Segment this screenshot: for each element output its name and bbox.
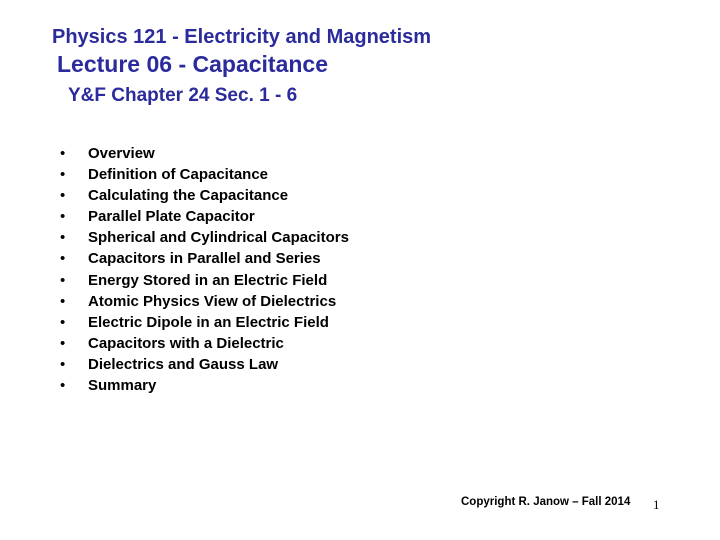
bullet-icon: • bbox=[60, 208, 66, 226]
bullet-icon: • bbox=[60, 145, 66, 162]
list-item-text: Calculating the Capacitance bbox=[88, 187, 289, 205]
list-item bbox=[60, 208, 349, 229]
bullet-icon: • bbox=[60, 355, 66, 373]
list-item bbox=[60, 166, 349, 187]
bullet-icon: • bbox=[60, 377, 66, 395]
list-item bbox=[60, 272, 349, 293]
list-item-text: Overview bbox=[88, 145, 155, 162]
list-item-text: Definition of Capacitance bbox=[88, 166, 269, 184]
list-item-text: Spherical and Cylindrical Capacitors bbox=[88, 229, 349, 247]
list-item bbox=[60, 335, 349, 356]
bullet-icon: • bbox=[60, 292, 66, 310]
list-item-text: Dielectrics and Gauss Law bbox=[88, 355, 279, 373]
list-item-text: Parallel Plate Capacitor bbox=[88, 208, 255, 226]
list-item bbox=[60, 229, 349, 250]
list-item bbox=[60, 145, 349, 166]
list-item bbox=[60, 250, 349, 271]
bullet-icon: • bbox=[60, 250, 66, 268]
bullet-icon: • bbox=[60, 229, 66, 247]
list-item-text: Energy Stored in an Electric Field bbox=[88, 271, 328, 289]
list-item bbox=[60, 187, 349, 208]
bullet-icon: • bbox=[60, 271, 66, 289]
list-item-text: Capacitors with a Dielectric bbox=[88, 334, 284, 352]
course-title: Physics 121 - Electricity and Magnetism bbox=[52, 26, 432, 48]
list-item bbox=[60, 377, 349, 398]
bullet-icon: • bbox=[60, 334, 66, 352]
copyright-footer: Copyright R. Janow – Fall 2014 bbox=[461, 496, 631, 508]
bullet-icon: • bbox=[60, 313, 66, 331]
list-item bbox=[60, 293, 349, 314]
list-item-text: Electric Dipole in an Electric Field bbox=[88, 313, 329, 331]
page-number: 1 bbox=[653, 497, 660, 512]
list-item-text: Capacitors in Parallel and Series bbox=[88, 250, 321, 268]
list-item bbox=[60, 356, 349, 377]
bullet-icon: • bbox=[60, 187, 66, 205]
chapter-reference: Y&F Chapter 24 Sec. 1 - 6 bbox=[68, 85, 298, 106]
lecture-title: Lecture 06 - Capacitance bbox=[57, 51, 329, 77]
list-item-text: Atomic Physics View of Dielectrics bbox=[88, 292, 337, 310]
list-item bbox=[60, 314, 349, 335]
bullet-icon: • bbox=[60, 166, 66, 184]
list-item-text: Summary bbox=[88, 377, 157, 395]
topic-list bbox=[60, 145, 349, 398]
